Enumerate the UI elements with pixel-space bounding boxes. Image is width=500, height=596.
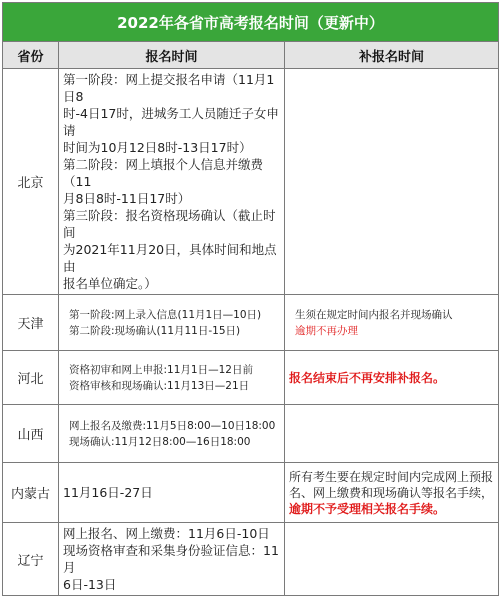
- supp-line-warning: 报名结束后不再安排补报名。: [289, 370, 446, 385]
- supp-time-cell: [285, 523, 499, 596]
- supp-line: 生须在规定时间内报名并现场确认: [295, 308, 453, 321]
- reg-line: 为2021年11月20日，具体时间和地点由: [63, 242, 277, 274]
- supp-line-warning: 逾期不再办理: [295, 324, 358, 337]
- supp-time-cell: [285, 463, 499, 523]
- reg-time-cell: [59, 351, 285, 405]
- reg-line: 资格初审和网上申报:11月1日—12日前: [69, 363, 253, 376]
- reg-time-cell: [59, 463, 285, 523]
- reg-line: 现场资格审查和采集身份验证信息：11月: [63, 543, 279, 575]
- header-reg-time: 报名时间: [59, 42, 285, 69]
- reg-line: 网上报名、网上缴费：11月6日-10日: [63, 526, 270, 541]
- title-row: [3, 3, 499, 42]
- reg-line: 时间为10月12日8时-13日17时）: [63, 140, 252, 155]
- reg-time-cell: [59, 523, 285, 596]
- table-row: [3, 295, 499, 351]
- reg-line: 月8日8时-11日17时）: [63, 191, 191, 206]
- reg-line: 第三阶段：报名资格现场确认（截止时间: [63, 208, 276, 240]
- table-row: [3, 69, 499, 295]
- supp-line: 所有考生要在规定时间内完成网上预报: [289, 469, 494, 484]
- province-cell: 内蒙古: [3, 463, 59, 523]
- supp-time-cell: [285, 295, 499, 351]
- province-cell: 北京: [3, 69, 59, 295]
- reg-line: 资格审核和现场确认:11月13日—21日: [69, 379, 250, 392]
- reg-line: 时-4日17时，进城务工人员随迁子女申请: [63, 106, 279, 138]
- header-row: [3, 42, 499, 69]
- supp-time-cell: [285, 69, 499, 295]
- reg-line: 第二阶段:现场确认(11月11日-15日): [69, 324, 241, 337]
- province-cell: 山西: [3, 405, 59, 463]
- exam-registration-table: [2, 2, 499, 596]
- reg-line: 第一阶段:网上录入信息(11月1日—10日): [69, 308, 262, 321]
- reg-line: 第二阶段：网上填报个人信息并缴费（11: [63, 157, 264, 189]
- table-row: [3, 463, 499, 523]
- reg-time-cell: [59, 405, 285, 463]
- table-title: 2022年各省市高考报名时间（更新中）: [3, 3, 499, 42]
- reg-time-cell: [59, 295, 285, 351]
- reg-line: 现场确认:11月12日8:00—16日18:00: [69, 435, 251, 448]
- header-supp-time: 补报名时间: [285, 42, 499, 69]
- supp-line: 名、网上缴费和现场确认等报名手续，: [289, 485, 494, 500]
- table-row: [3, 405, 499, 463]
- province-cell: 河北: [3, 351, 59, 405]
- reg-line: 第一阶段：网上提交报名申请（11月1日8: [63, 72, 275, 104]
- province-cell: 辽宁: [3, 523, 59, 596]
- reg-line: 报名单位确定。）: [63, 276, 157, 291]
- supp-time-cell: [285, 405, 499, 463]
- supp-time-cell: [285, 351, 499, 405]
- table-row: [3, 523, 499, 596]
- header-province: 省份: [3, 42, 59, 69]
- reg-time-cell: [59, 69, 285, 295]
- reg-line: 6日-13日: [63, 577, 117, 592]
- reg-line: 网上报名及缴费:11月5日8:00—10日18:00: [69, 419, 276, 432]
- province-cell: 天津: [3, 295, 59, 351]
- table-row: [3, 351, 499, 405]
- supp-line-warning: 逾期不予受理相关报名手续。: [289, 501, 446, 516]
- reg-line: 11月16日-27日: [63, 485, 153, 500]
